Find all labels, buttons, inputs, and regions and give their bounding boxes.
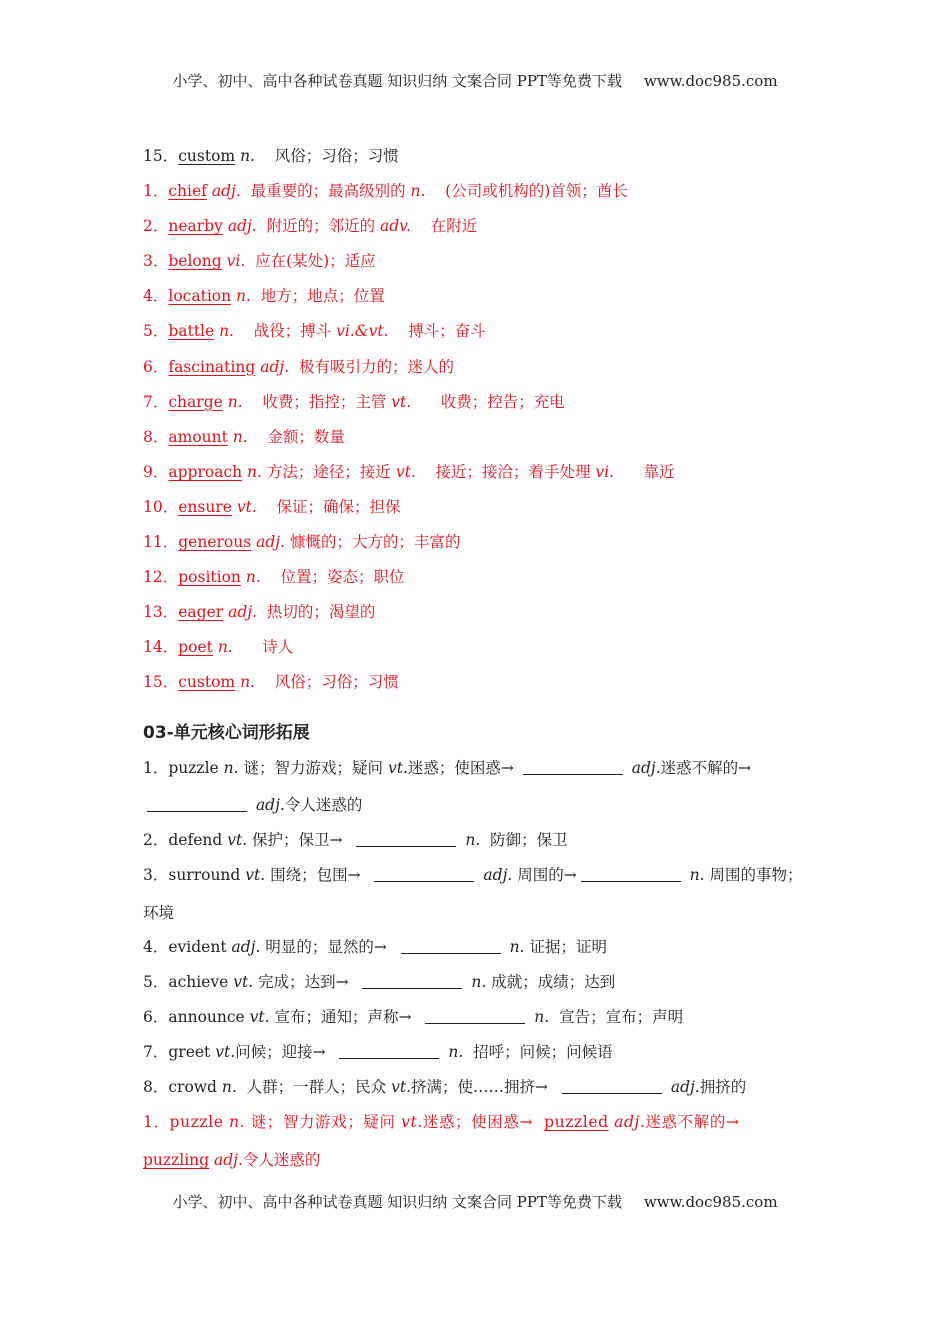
text-segment: 热切的；渴望的 [257, 603, 376, 622]
footer-text: 小学、初中、高中各种试卷真题 知识归纳 文案合同 PPT等免费下载 [172, 1193, 622, 1211]
item-word: custom [178, 147, 236, 165]
text-segment: 搏斗；奋斗 [388, 322, 486, 341]
part-of-speech: vt. [391, 1078, 412, 1096]
item-definition: 风俗；习俗；习惯 [274, 147, 399, 165]
fill-blank [523, 760, 623, 775]
part-of-speech: adj. [231, 938, 261, 956]
part-of-speech: vt. [233, 973, 254, 991]
text-segment: 1．puzzle [143, 759, 224, 777]
text-segment: 谜；智力游戏；疑问 [238, 759, 388, 777]
item-word: charge [168, 392, 223, 411]
part-of-speech: adj. [227, 217, 257, 236]
item-word: approach [168, 462, 243, 481]
text-segment: 8．crowd [143, 1078, 222, 1096]
exercise-line [143, 937, 607, 957]
fill-blank [425, 1009, 525, 1024]
item-number: 9． [143, 462, 169, 481]
item-number: 3． [143, 252, 169, 271]
vocab-answer-item [143, 532, 460, 552]
part-of-speech: n. [534, 1008, 550, 1026]
vocab-answer-item [143, 462, 675, 482]
text-segment: 接近；接洽；着手处理 [415, 462, 596, 481]
page-header [0, 70, 950, 91]
text-segment: 6．announce [143, 1008, 250, 1026]
text-segment: 3．surround [143, 866, 246, 884]
text-segment: 7．greet [143, 1043, 216, 1061]
vocab-answer-item [143, 181, 628, 201]
text-segment: 诗人 [232, 638, 294, 657]
part-of-speech: vi. [226, 252, 246, 271]
part-of-speech: adv. [380, 217, 412, 236]
text-segment: 谜；智力游戏；疑问 [245, 1113, 402, 1131]
part-of-speech: n. [229, 1113, 246, 1131]
item-number: 13． [143, 603, 179, 622]
item-word: position [178, 568, 241, 587]
vocab-answer-item [143, 216, 477, 236]
fill-blank [374, 867, 474, 882]
part-of-speech: adj. [483, 866, 513, 884]
item-word: eager [178, 603, 224, 622]
item-word: amount [168, 427, 228, 446]
part-of-speech: n. [689, 866, 705, 884]
item-number: 11． [143, 533, 179, 551]
part-of-speech: adj. [211, 182, 241, 200]
part-of-speech: adj. [260, 357, 290, 376]
text-segment: 拥挤的 [699, 1078, 747, 1096]
part-of-speech: n. [217, 638, 233, 657]
text-segment: 周围的事物； [704, 866, 803, 884]
part-of-speech: vt. [227, 831, 248, 849]
item-word: fascinating [168, 357, 256, 376]
text-segment: 令人迷惑的 [242, 1151, 321, 1169]
fill-blank [147, 797, 247, 812]
text-segment: 极有吸引力的；迷人的 [289, 357, 454, 376]
text-segment: 在附近 [411, 217, 478, 236]
answer-line [143, 1112, 740, 1132]
part-of-speech: vi. [595, 462, 615, 481]
part-of-speech: vi.&vt. [336, 322, 389, 341]
item-word: chief [168, 182, 207, 200]
text-segment: 成就；成绩；达到 [486, 973, 616, 991]
part-of-speech: n. [410, 182, 426, 200]
exercise-line [143, 1007, 683, 1027]
text-segment: 慷慨的；大方的；丰富的 [285, 533, 461, 551]
fill-blank [581, 867, 681, 882]
text-segment: 应在(某处)；适应 [245, 252, 376, 271]
part-of-speech: n. [236, 287, 251, 306]
part-of-speech: vt. [395, 462, 416, 481]
part-of-speech: vt. [387, 759, 408, 777]
item-number: 5． [143, 322, 169, 341]
text-segment: 宣告；宣布；声明 [549, 1008, 684, 1026]
fill-blank [401, 939, 501, 954]
item-number: 14． [143, 638, 179, 657]
text-segment: 保护；保卫→ [247, 831, 353, 849]
exercise-line [143, 972, 615, 992]
text-segment: 收费；控告；充电 [411, 392, 565, 411]
text-segment: 迷惑；使困惑→ [407, 759, 519, 777]
item-number: 4． [143, 287, 169, 306]
header-site: www.doc985.com [643, 72, 778, 90]
text-segment: 防御；保卫 [480, 831, 568, 849]
answer-line [143, 1150, 320, 1170]
part-of-speech: n. [227, 392, 243, 411]
part-of-speech: n. [247, 462, 262, 481]
part-of-speech: n. [219, 322, 234, 341]
text-segment: 保证；确保；担保 [256, 497, 401, 516]
item-word: poet [178, 638, 213, 657]
text-segment: 1．puzzle [143, 1113, 230, 1131]
part-of-speech: vt. [391, 392, 412, 411]
exercise-line [143, 795, 362, 815]
page-footer [0, 1191, 950, 1212]
part-of-speech: n. [448, 1043, 464, 1061]
text-segment: 迷惑不解的→ [660, 759, 752, 777]
vocab-answer-item [143, 567, 404, 587]
fill-blank [339, 1044, 439, 1059]
answer-word: puzzled [544, 1113, 609, 1131]
section-title: 03-单元核心词形拓展 [143, 723, 310, 743]
part-of-speech: adj. [256, 533, 286, 551]
text-segment: 金额；数量 [247, 427, 345, 446]
part-of-speech: n. [465, 831, 481, 849]
text-segment: 位置；姿态；职位 [260, 568, 405, 587]
part-of-speech: n. [221, 1078, 237, 1096]
part-of-speech: n. [509, 938, 525, 956]
vocab-answer-item [143, 497, 401, 517]
part-of-speech: n. [232, 427, 248, 446]
part-of-speech: adj. [631, 759, 661, 777]
text-segment: 附近的；邻近的 [256, 217, 381, 236]
text-segment: 证据；证明 [524, 938, 607, 956]
item-number: 8． [143, 427, 169, 446]
item-word: custom [178, 673, 236, 692]
item-word: battle [168, 322, 215, 341]
item-number: 15． [143, 147, 179, 165]
text-segment: 风俗；习俗；习惯 [254, 673, 399, 692]
item-word: location [168, 287, 232, 306]
part-of-speech: n. [240, 673, 255, 692]
header-text: 小学、初中、高中各种试卷真题 知识归纳 文案合同 PPT等免费下载 [172, 72, 622, 90]
vocab-answer-item [143, 637, 293, 657]
text-segment: 5．achieve [143, 973, 234, 991]
footer-site: www.doc985.com [643, 1193, 778, 1211]
item-number: 1． [143, 182, 169, 200]
text-segment: 宣布；通知；声称→ [269, 1008, 422, 1026]
item-number: 2． [143, 217, 169, 236]
text-segment: 完成；达到→ [253, 973, 359, 991]
vocab-answer-item [143, 321, 486, 341]
text-segment: 地方；地点；位置 [250, 287, 385, 306]
part-of-speech: n. [471, 973, 487, 991]
part-of-speech: vt. [401, 1113, 423, 1131]
item-number: 6． [143, 357, 169, 376]
fill-blank [356, 832, 456, 847]
text-segment: 战役；搏斗 [234, 322, 337, 341]
vocab-answer-item [143, 672, 399, 692]
vocab-answer-item [143, 602, 375, 622]
exercise-line [143, 830, 568, 850]
text-segment: 明显的；显然的→ [260, 938, 397, 956]
part-of-speech: adj. [670, 1078, 700, 1096]
fill-blank [562, 1079, 662, 1094]
text-segment: 环境 [143, 904, 175, 922]
part-of-speech: adj. [228, 603, 257, 622]
vocab-answer-item [143, 427, 345, 447]
vocab-answer-item [143, 357, 454, 377]
exercise-line [143, 903, 174, 923]
exercise-line [143, 1042, 613, 1062]
vocab-answer-item [143, 251, 376, 271]
item-number: 12． [143, 568, 179, 587]
item-number: 10． [143, 497, 179, 516]
part-of-speech: vt. [236, 497, 257, 516]
text-segment: 最重要的；最高级别的 [240, 182, 411, 200]
text-segment: 围绕；包围→ [265, 866, 371, 884]
part-of-speech: vt. [215, 1043, 236, 1061]
text-segment: 问候；迎接→ [235, 1043, 336, 1061]
item-pos: n. [240, 147, 255, 165]
part-of-speech: adj. [614, 1113, 646, 1131]
part-of-speech: adj. [214, 1151, 243, 1169]
part-of-speech: n. [245, 568, 261, 587]
text-segment: 4．evident [143, 938, 232, 956]
text-segment: 2．defend [143, 831, 228, 849]
part-of-speech: vt. [245, 866, 266, 884]
answer-word: puzzling [143, 1151, 210, 1169]
text-segment: 靠近 [614, 462, 675, 481]
exercise-line [143, 1077, 746, 1097]
item-word: belong [168, 252, 222, 271]
item-number: 15． [143, 673, 179, 692]
item-word: ensure [178, 497, 232, 516]
item-word: nearby [168, 217, 223, 236]
part-of-speech: adj. [255, 796, 285, 814]
exercise-line [143, 865, 803, 885]
text-segment: 令人迷惑的 [284, 796, 363, 814]
vocab-answer-item [143, 286, 385, 306]
text-segment: 人群；一群人；民众 [236, 1078, 392, 1096]
part-of-speech: n. [223, 759, 239, 777]
item-number: 7． [143, 392, 169, 411]
exercise-line [143, 758, 751, 778]
text-segment: 迷惑；使困惑→ [422, 1113, 545, 1131]
text-segment: 招呼；问候；问候语 [463, 1043, 613, 1061]
text-segment: 方法；途径；接近 [261, 462, 396, 481]
text-segment: 收费；指控；主管 [242, 392, 392, 411]
item-word: generous [178, 533, 252, 551]
text-segment: 周围的→ [512, 866, 577, 884]
fill-blank [362, 974, 462, 989]
vocab-answer-item [143, 392, 565, 412]
text-segment: 挤满；使……拥挤→ [411, 1078, 558, 1096]
part-of-speech: vt. [249, 1008, 270, 1026]
vocab-item-black [143, 146, 399, 166]
text-segment: 迷惑不解的→ [645, 1113, 740, 1131]
text-segment: (公司或机构的)首领；酋长 [425, 182, 628, 200]
